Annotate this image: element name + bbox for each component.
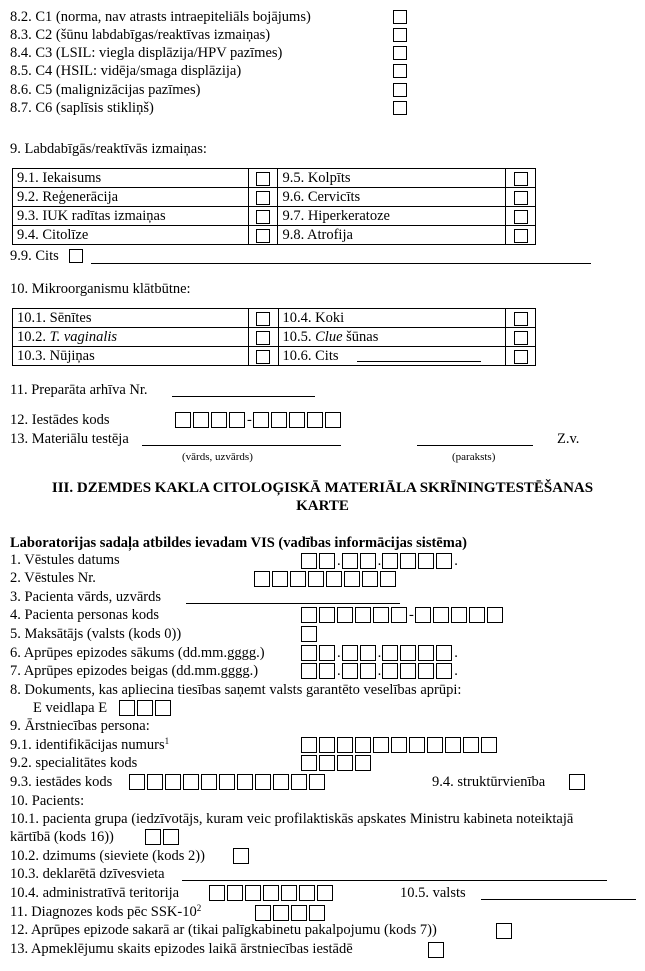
structural-unit-box[interactable] (569, 774, 587, 790)
s8-item-c2: 8.3. C2 (šūnu labdabīgas/reaktīvas izmaiņas) (10, 27, 271, 43)
p3-item13-label: 13. Apmeklējumu skaits epizodes laikā ārstniecības iestādē (10, 941, 353, 957)
p3-item6-label: 6. Aprūpes epizodes sākums (dd.mm.gggg.) (10, 645, 265, 661)
diagnosis-code-boxes[interactable] (255, 905, 327, 921)
s8-item-c4: 8.5. C4 (HSIL: vidēja/smaga displāzija) (10, 63, 242, 79)
e-form-boxes[interactable] (119, 700, 173, 716)
s10-3-checkbox[interactable] (256, 350, 270, 364)
institution-code-boxes[interactable] (129, 774, 327, 790)
p3-item12-label: 12. Aprūpes epizode sakarā ar (tikai palīgkabinetu pakalpojumu (kods 7)) (10, 922, 437, 938)
s9-table (12, 168, 536, 245)
s9-cell: 9.2. Reģenerācija (13, 188, 249, 207)
s12-code-boxes[interactable]: - (175, 412, 343, 428)
s10-cell: 10.4. Koki (278, 309, 506, 328)
s12-label: 12. Iestādes kods (10, 412, 110, 428)
s9-5-checkbox[interactable] (514, 172, 528, 186)
p3-item92-label: 9.2. specialitātes kods (10, 755, 138, 771)
letter-number-boxes[interactable] (254, 571, 398, 587)
patient-group-boxes[interactable] (145, 829, 181, 845)
personal-code-boxes[interactable]: - (301, 607, 505, 623)
s11-label: 11. Preparāta arhīva Nr. (10, 382, 148, 398)
letter-date-boxes[interactable]: . . . (301, 553, 459, 569)
s9-7-checkbox[interactable] (514, 210, 528, 224)
s9-cell: 9.8. Atrofija (278, 226, 506, 245)
p3-item8a-label: E veidlapa E (33, 700, 108, 716)
s10-5-checkbox[interactable] (514, 331, 528, 345)
s9-4-checkbox[interactable] (256, 229, 270, 243)
s9-other-checkbox[interactable] (69, 249, 83, 263)
s10-6-checkbox[interactable] (514, 350, 528, 364)
patient-name-line[interactable] (186, 603, 400, 604)
gender-box[interactable] (233, 848, 251, 864)
p3-item105-label: 10.5. valsts (400, 885, 466, 901)
s9-6-checkbox[interactable] (514, 191, 528, 205)
s11-input-line[interactable] (172, 396, 315, 397)
s8-item-c3: 8.4. C3 (LSIL: viegla displāzija/HPV pazīmes) (10, 45, 283, 61)
s9-3-checkbox[interactable] (256, 210, 270, 224)
s13-name-line[interactable] (142, 445, 341, 446)
p3-item93-label: 9.3. iestādes kods (10, 774, 113, 790)
p3-item101a-label: 10.1. pacienta grupa (iedzīvotājs, kuram veic profilaktiskās apskates Ministru kabineta noteiktajā (10, 811, 574, 827)
s8-item-c5: 8.6. C5 (malignizācijas pazīmes) (10, 82, 201, 98)
residence-line[interactable] (182, 880, 607, 881)
s8-c4-checkbox[interactable] (393, 64, 407, 78)
p3-item94-label: 9.4. struktūrvienība (432, 774, 546, 790)
s8-c2-checkbox[interactable] (393, 28, 407, 42)
s9-cell: 9.6. Cervicīts (278, 188, 506, 207)
p3-item91-label: 9.1. identifikācijas numurs$^1$ (10, 736, 170, 753)
s10-4-checkbox[interactable] (514, 312, 528, 326)
s10-cell: 10.3. Nūjiņas (13, 347, 249, 366)
s8-c6-checkbox[interactable] (393, 101, 407, 115)
s10-2-checkbox[interactable] (256, 331, 270, 345)
s9-other-label: 9.9. Cits (10, 248, 59, 264)
country-line[interactable] (481, 899, 636, 900)
episode-end-boxes[interactable]: . . . (301, 663, 459, 679)
s9-cell: 9.3. IUK radītas izmaiņas (13, 207, 249, 226)
part3-heading-line1: III. DZEMDES KAKLA CITOLOĢISKĀ MATERIĀLA SKRĪNINGTESTĒŠANAS (51, 480, 594, 496)
s9-8-checkbox[interactable] (514, 229, 528, 243)
s9-cell: 9.1. Iekaisums (13, 169, 249, 188)
s10-other-line[interactable] (357, 361, 481, 362)
p3-item2-label: 2. Vēstules Nr. (10, 570, 96, 586)
part3-heading-line2: KARTE (296, 498, 349, 514)
s10-table (12, 308, 536, 366)
s9-other-line[interactable] (91, 263, 591, 264)
admin-territory-boxes[interactable] (209, 885, 335, 901)
s9-cell: 9.7. Hiperkeratoze (278, 207, 506, 226)
p3-item1-label: 1. Vēstules datums (10, 552, 120, 568)
s13-sign-caption: (paraksts) (452, 451, 496, 463)
s9-2-checkbox[interactable] (256, 191, 270, 205)
episode-reason-box[interactable] (496, 923, 514, 939)
p3-item104-label: 10.4. administratīvā teritorija (10, 885, 180, 901)
p3-item102-label: 10.2. dzimums (sieviete (kods 2)) (10, 848, 205, 864)
s8-c3-checkbox[interactable] (393, 46, 407, 60)
s9-title: 9. Labdabīgās/reaktīvās izmaiņas: (10, 141, 207, 157)
s8-c1-checkbox[interactable] (393, 10, 407, 24)
s13-zv: Z.v. (557, 431, 580, 447)
p3-item4-label: 4. Pacienta personas kods (10, 607, 159, 623)
s9-cell: 9.4. Citolīze (13, 226, 249, 245)
specialty-code-boxes[interactable] (301, 755, 373, 771)
p3-item7-label: 7. Aprūpes epizodes beigas (dd.mm.gggg.) (10, 663, 259, 679)
s13-label: 13. Materiālu testēja (10, 431, 129, 447)
p3-item3-label: 3. Pacienta vārds, uzvārds (10, 589, 161, 605)
part3-subheading: Laboratorijas sadaļa atbildes ievadam VIS (vadības informācijas sistēma) (10, 535, 467, 551)
practitioner-id-boxes[interactable] (301, 737, 499, 753)
s8-item-c1: 8.2. C1 (norma, nav atrasts intraepiteliāls bojājums) (10, 9, 311, 25)
s10-cell: 10.5. Clue šūnas (278, 328, 506, 347)
p3-item10-label: 10. Pacients: (10, 793, 85, 809)
s10-title: 10. Mikroorganismu klātbūtne: (10, 281, 191, 297)
s10-cell: 10.2. T. vaginalis (13, 328, 249, 347)
episode-start-boxes[interactable]: . . . (301, 645, 459, 661)
p3-item9-label: 9. Ārstniecības persona: (10, 718, 150, 734)
s9-cell: 9.5. Kolpīts (278, 169, 506, 188)
s8-c5-checkbox[interactable] (393, 83, 407, 97)
s10-1-checkbox[interactable] (256, 312, 270, 326)
s10-cell: 10.1. Sēnītes (13, 309, 249, 328)
p3-item5-label: 5. Maksātājs (valsts (kods 0)) (10, 626, 182, 642)
s10-cell: 10.6. Cits (278, 347, 506, 366)
p3-item103-label: 10.3. deklarētā dzīvesvieta (10, 866, 165, 882)
s8-item-c6: 8.7. C6 (saplīsis stikliņš) (10, 100, 154, 116)
p3-item8-label: 8. Dokuments, kas apliecina tiesības saņemt valsts garantēto veselības aprūpi: (10, 682, 462, 698)
p3-item11-label: 11. Diagnozes kods pēc SSK-$10^2$ (10, 903, 202, 920)
payer-box[interactable] (301, 626, 319, 642)
visit-count-box[interactable] (428, 942, 446, 958)
s13-name-caption: (vārds, uzvārds) (182, 451, 253, 463)
s13-sign-line[interactable] (417, 445, 533, 446)
p3-item101b-label: kārtībā (kods 16)) (10, 829, 114, 845)
s9-1-checkbox[interactable] (256, 172, 270, 186)
